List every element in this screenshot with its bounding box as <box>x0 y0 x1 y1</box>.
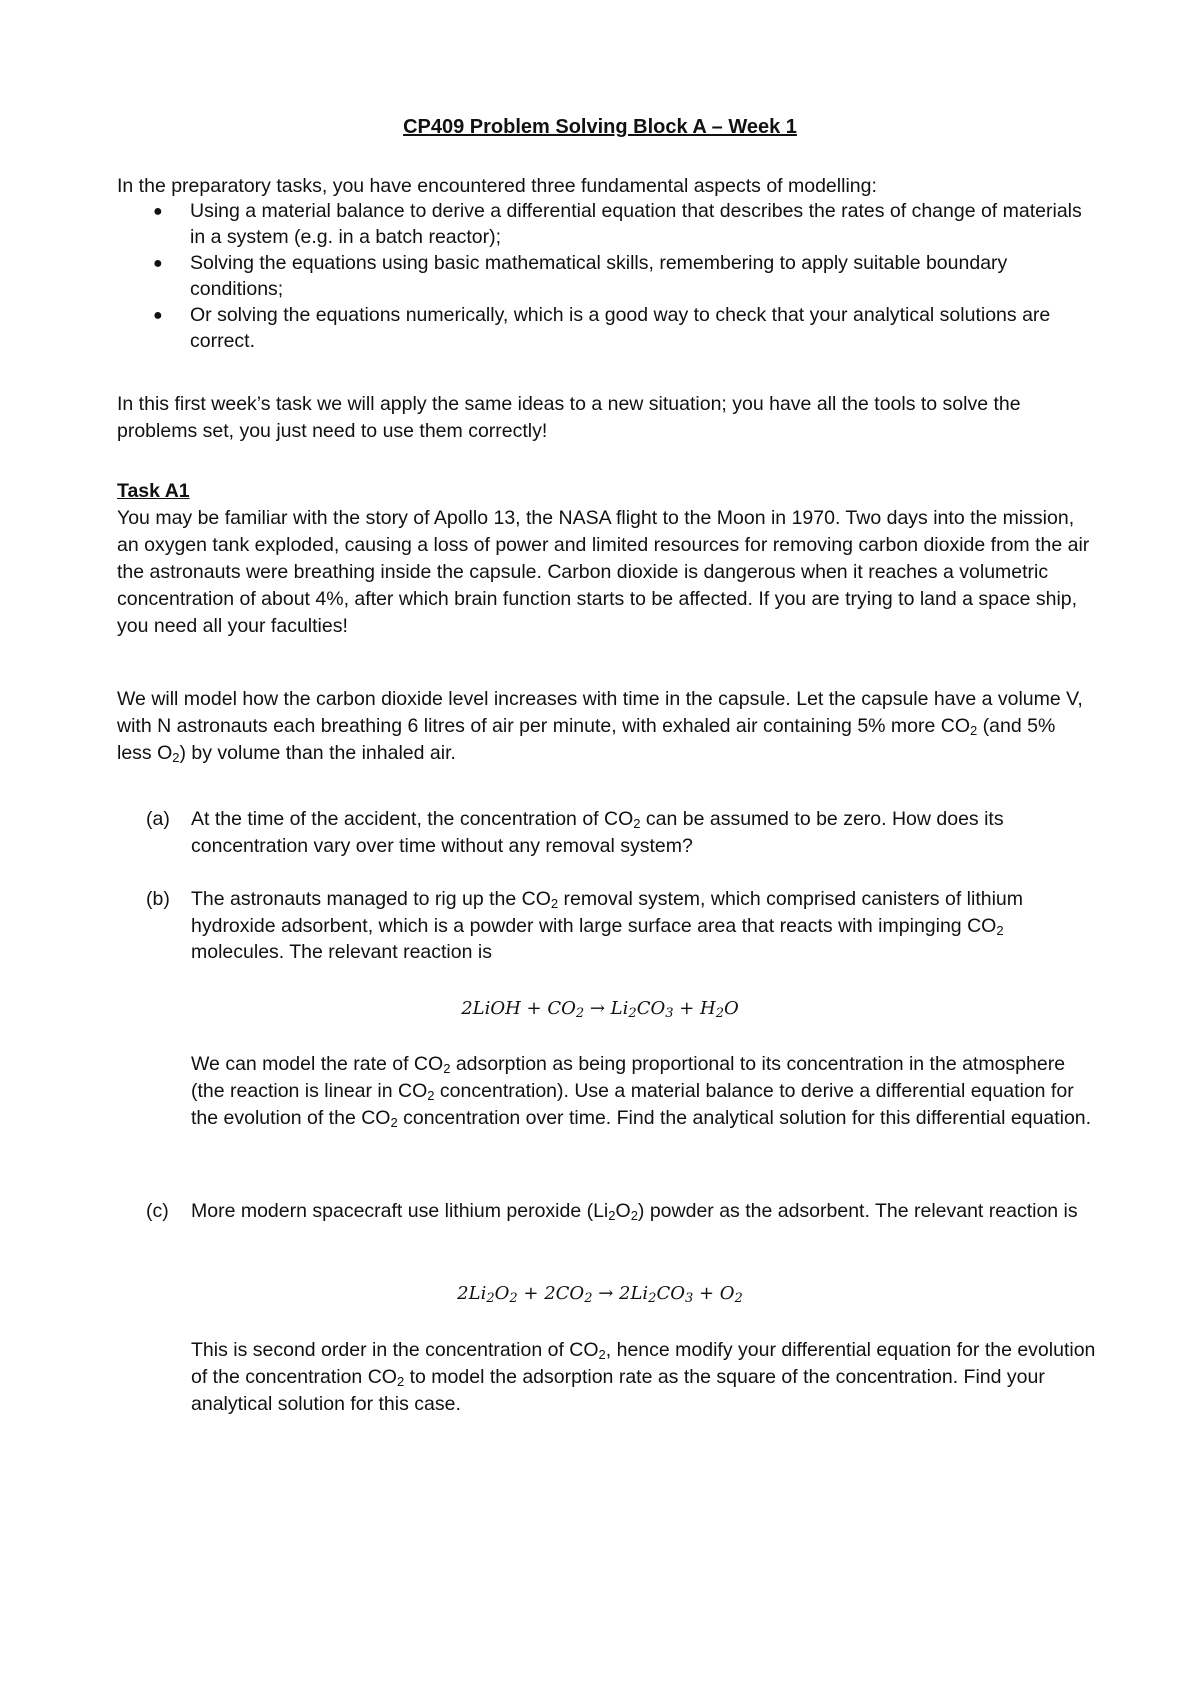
question-c-followup: This is second order in the concentration of $CO_2$, hence modify your differential equation for the evolution of the concentration $CO_2$ to model the adsorption rate as the square of the concentration. Find your analytical solution for this case. <box>191 1339 1096 1415</box>
intro-paragraph: In the preparatory tasks, you have encountered three fundamental aspects of modelling: <box>117 175 877 197</box>
question-label: (b) <box>146 888 170 910</box>
aspects-list <box>117 199 1092 355</box>
bullet-icon: ● <box>153 307 163 324</box>
apollo-paragraph: You may be familiar with the story of Apollo 13, the NASA flight to the Moon in 1970. Two days into the mission, an oxygen tank exploded, causing a loss of power and limited resources for removing carbon dioxide from the air the astronauts were breathing inside the capsule. Carbon dioxide is dangerous when it reaches a volumetric concentration of about 4%, after which brain function starts to be affected. If you are trying to land a space ship, you need all your faculties! <box>117 507 1090 637</box>
bullet-icon: ● <box>153 203 163 220</box>
document-title: CP409 Problem Solving Block A – Week 1 <box>403 116 797 138</box>
bullet-icon: ● <box>153 255 163 272</box>
question-text: At the time of the accident, the concentration of $CO_2$ can be assumed to be zero. How does its concentration vary over time without any removal system? <box>191 808 1004 857</box>
list-item: ● Solving the equations using basic mathematical skills, remembering to apply suitable boundary conditions; <box>153 252 1008 300</box>
question-b-followup: We can model the rate of $CO_2$ adsorption as being proportional to its concentration in the atmosphere (the reaction is linear in $CO_2$ concentration). Use a material balance to derive a differential equation for the evolution of the $CO_2$ concentration over time. Find the analytical solution for this differential equation. <box>191 1053 1092 1130</box>
question-text: More modern spacecraft use lithium peroxide $(Li_2O_2)$ powder as the adsorbent. The relevant reaction is <box>191 1200 1078 1223</box>
question-label: (c) <box>146 1200 169 1222</box>
question-c <box>146 1198 1096 1225</box>
list-item: ● Or solving the equations numerically, which is a good way to check that your analytical solutions are correct. <box>153 304 1051 352</box>
question-text: The astronauts managed to rig up the $CO_2$ removal system, which comprised canisters of lithium hydroxide adsorbent, which is a powder with large surface area that reacts with impinging $CO_2$ molecules. The relevant reaction is <box>191 888 1024 963</box>
list-item: ● Using a material balance to derive a differential equation that describes the rates of change of materials in a system (e.g. in a batch reactor); <box>153 200 1082 248</box>
tools-paragraph: In this first week’s task we will apply the same ideas to a new situation; you have all the tools to solve the problems set, you just need to use them correctly! <box>117 393 1021 442</box>
reaction-equation-li2o2: $2Li_2O_2 + 2CO_2 \to 2Li_2CO_3 + O_2$ <box>457 1283 743 1306</box>
question-a <box>146 806 1096 859</box>
question-label: (a) <box>146 808 170 830</box>
model-paragraph: We will model how the carbon dioxide level increases with time in the capsule. Let the capsule have a volume V, with N astronauts each breathing 6 litres of air per minute, with exhaled air containing 5% more $CO_2$ (and 5% less $O_2$) by volume than the inhaled air. <box>117 688 1083 765</box>
question-b <box>146 886 1096 966</box>
task-heading: Task A1 <box>117 480 190 502</box>
reaction-equation-lioh: 2LiOH + $CO_2 \to Li_2CO_3 + H_2O$ <box>461 998 739 1021</box>
